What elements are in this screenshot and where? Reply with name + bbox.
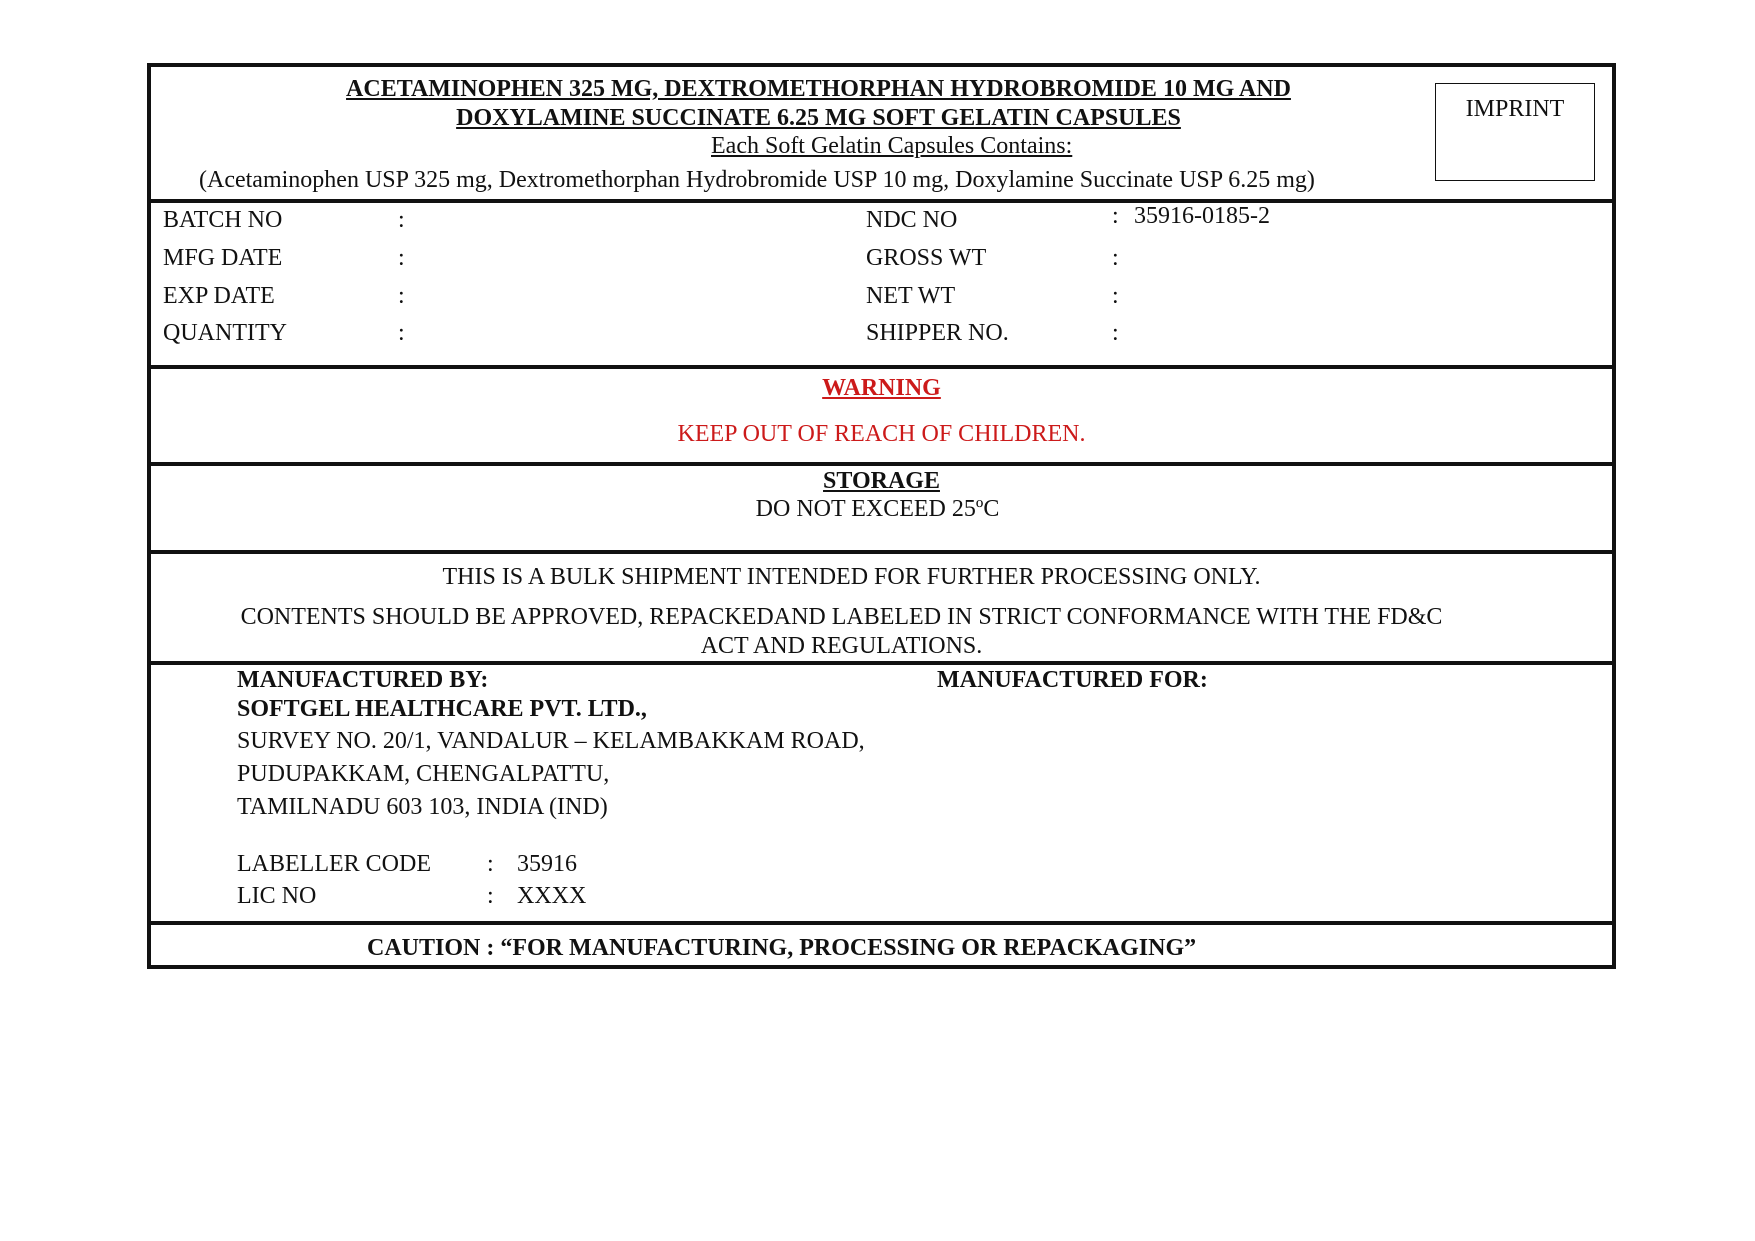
contents-list: (Acetaminophen USP 325 mg, Dextromethorphan Hydrobromide USP 10 mg, Doxylamine Succinate USP 6.25 mg) — [199, 167, 1315, 193]
product-title-line1: ACETAMINOPHEN 325 MG, DEXTROMETHORPHAN HYDROBROMIDE 10 MG AND — [346, 76, 1291, 102]
exp-date-sep: : — [398, 283, 405, 309]
bulk-line3: ACT AND REGULATIONS. — [700, 633, 983, 659]
quantity-sep: : — [398, 320, 405, 346]
address-line-2: PUDUPAKKAM, CHENGALPATTU, — [237, 761, 610, 787]
address-line-1: SURVEY NO. 20/1, VANDALUR – KELAMBAKKAM ROAD, — [237, 728, 865, 754]
batch-no-label: BATCH NO — [163, 207, 283, 233]
bulk-line2: CONTENTS SHOULD BE APPROVED, REPACKEDAND LABELED IN STRICT CONFORMANCE WITH THE FD&C — [240, 604, 1443, 630]
lic-no-label: LIC NO — [237, 883, 317, 909]
ndc-no-value: 35916-0185-2 — [1134, 203, 1270, 229]
contents-subtitle: Each Soft Gelatin Capsules Contains: — [711, 133, 1073, 159]
address-line-3: TAMILNADU 603 103, INDIA (IND) — [237, 794, 608, 820]
manufacturer-section — [151, 661, 1612, 921]
caution-section — [151, 921, 1612, 969]
gross-wt-sep: : — [1112, 245, 1119, 271]
warning-text: KEEP OUT OF REACH OF CHILDREN. — [677, 421, 1086, 447]
bulk-section — [151, 550, 1612, 661]
quantity-label: QUANTITY — [163, 320, 287, 346]
product-title-line2: DOXYLAMINE SUCCINATE 6.25 MG SOFT GELATIN CAPSULES — [456, 105, 1181, 131]
exp-date-label: EXP DATE — [163, 283, 275, 309]
ndc-no-label: NDC NO — [866, 207, 958, 233]
storage-heading: STORAGE — [823, 468, 940, 494]
lic-no-value: XXXX — [517, 883, 587, 909]
gross-wt-label: GROSS WT — [866, 245, 987, 271]
lic-no-sep: : — [487, 883, 494, 909]
mfg-date-label: MFG DATE — [163, 245, 283, 271]
bulk-line1: THIS IS A BULK SHIPMENT INTENDED FOR FURTHER PROCESSING ONLY. — [442, 564, 1261, 590]
imprint-box: IMPRINT — [1435, 83, 1595, 181]
storage-text: DO NOT EXCEED 25ºC — [755, 496, 1000, 522]
warning-heading: WARNING — [822, 375, 941, 401]
warning-section — [151, 365, 1612, 462]
shipper-no-sep: : — [1112, 320, 1119, 346]
info-section — [151, 199, 1612, 365]
labeller-code-sep: : — [487, 851, 494, 877]
ndc-no-sep: : — [1112, 203, 1119, 229]
caution-text: CAUTION : “FOR MANUFACTURING, PROCESSING OR REPACKAGING” — [367, 935, 1197, 961]
storage-section — [151, 462, 1612, 550]
mfg-date-sep: : — [398, 245, 405, 271]
product-label — [147, 63, 1616, 969]
net-wt-sep: : — [1112, 283, 1119, 309]
header-section — [151, 67, 1612, 199]
shipper-no-label: SHIPPER NO. — [866, 320, 1009, 346]
labeller-code-label: LABELLER CODE — [237, 851, 431, 877]
batch-no-sep: : — [398, 207, 405, 233]
manufactured-for-heading: MANUFACTURED FOR: — [937, 667, 1208, 693]
manufactured-by-heading: MANUFACTURED BY: — [237, 667, 489, 693]
labeller-code-value: 35916 — [517, 851, 577, 877]
company-name: SOFTGEL HEALTHCARE PVT. LTD., — [237, 696, 647, 722]
net-wt-label: NET WT — [866, 283, 956, 309]
